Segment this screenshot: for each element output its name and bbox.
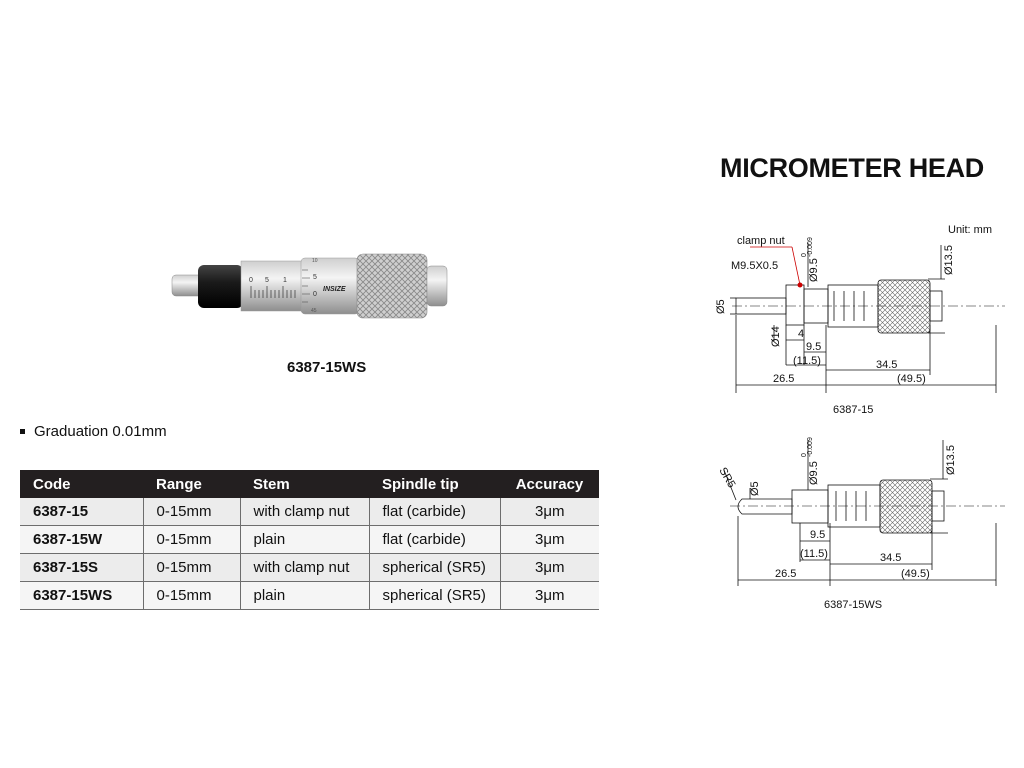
graduation-text: Graduation 0.01mm (34, 423, 167, 440)
header-spindle-tip: Spindle tip (369, 470, 500, 498)
stem-tol-upper: 0 (801, 253, 808, 257)
spindle-dia-label: Ø5 (749, 481, 761, 496)
table-row (20, 498, 599, 526)
diagram-6387-15 (700, 225, 1010, 425)
cell-code: 6387-15S (20, 554, 143, 582)
diagram2-caption: 6387-15WS (824, 599, 883, 611)
thimble-dia-label: Ø13.5 (943, 245, 955, 275)
dim-26-5: 26.5 (775, 568, 797, 580)
stem-tol-upper: 0 (801, 453, 808, 457)
cell-range: 0-15mm (143, 582, 240, 610)
svg-text:1: 1 (283, 277, 287, 284)
dim-49-5: (49.5) (897, 373, 926, 385)
cell-spindle-tip: flat (carbide) (369, 526, 500, 554)
product-caption: 6387-15WS (287, 359, 367, 376)
cell-accuracy: 3μm (500, 554, 599, 582)
graduation-note (20, 423, 167, 440)
header-accuracy: Accuracy (500, 470, 599, 498)
thread-label: M9.5X0.5 (731, 260, 779, 272)
table-header-row (20, 470, 599, 498)
stem-tol-lower: -0.009 (807, 437, 814, 457)
cell-range: 0-15mm (143, 526, 240, 554)
dim-9-5: 9.5 (810, 529, 826, 541)
cell-spindle-tip: flat (carbide) (369, 498, 500, 526)
svg-text:5: 5 (265, 277, 269, 284)
cell-spindle-tip: spherical (SR5) (369, 554, 500, 582)
table-row (20, 554, 599, 582)
spec-table (20, 470, 599, 610)
svg-text:45: 45 (311, 308, 317, 314)
cell-range: 0-15mm (143, 554, 240, 582)
cell-stem: plain (240, 526, 369, 554)
dim-26-5: 26.5 (773, 373, 795, 385)
dim-34-5: 34.5 (876, 359, 898, 371)
spindle-dia-label: Ø5 (715, 299, 727, 314)
diagram-6387-15WS (700, 430, 1010, 620)
svg-text:0: 0 (313, 291, 317, 298)
stem-tol-lower: -0.009 (807, 237, 814, 257)
cell-range: 0-15mm (143, 498, 240, 526)
cell-accuracy: 3μm (500, 526, 599, 554)
stem-dia-label: Ø9.5 (808, 258, 820, 282)
svg-text:5: 5 (313, 274, 317, 281)
svg-text:10: 10 (312, 258, 318, 264)
table-row (20, 526, 599, 554)
nut-width-label: 4 (798, 328, 805, 340)
dim-11-5: (11.5) (793, 355, 821, 367)
cell-code: 6387-15 (20, 498, 143, 526)
dim-11-5: (11.5) (800, 548, 828, 560)
page-title: MICROMETER HEAD (720, 153, 984, 183)
dim-49-5: (49.5) (901, 568, 930, 580)
table-row (20, 582, 599, 610)
thimble-dia-label: Ø13.5 (945, 445, 957, 475)
cell-accuracy: 3μm (500, 498, 599, 526)
cell-stem: with clamp nut (240, 498, 369, 526)
cell-code: 6387-15WS (20, 582, 143, 610)
cell-spindle-tip: spherical (SR5) (369, 582, 500, 610)
cell-stem: with clamp nut (240, 554, 369, 582)
diagram1-caption: 6387-15 (833, 404, 874, 416)
dim-34-5: 34.5 (880, 552, 902, 564)
unit-label: Unit: mm (948, 224, 992, 236)
nut-dia-label: Ø14 (770, 326, 782, 347)
cell-accuracy: 3μm (500, 582, 599, 610)
header-stem: Stem (240, 470, 369, 498)
dim-9-5: 9.5 (806, 341, 822, 353)
header-code: Code (20, 470, 143, 498)
sr-label: SR5 (716, 465, 738, 491)
stem-dia-label: Ø9.5 (808, 461, 820, 485)
clamp-nut-label: clamp nut (737, 235, 785, 247)
bullet-icon (20, 429, 25, 434)
cell-code: 6387-15W (20, 526, 143, 554)
svg-text:INSIZE: INSIZE (323, 286, 346, 293)
cell-stem: plain (240, 582, 369, 610)
svg-text:0: 0 (249, 277, 253, 284)
micrometer-head-image (165, 252, 450, 320)
header-range: Range (143, 470, 240, 498)
